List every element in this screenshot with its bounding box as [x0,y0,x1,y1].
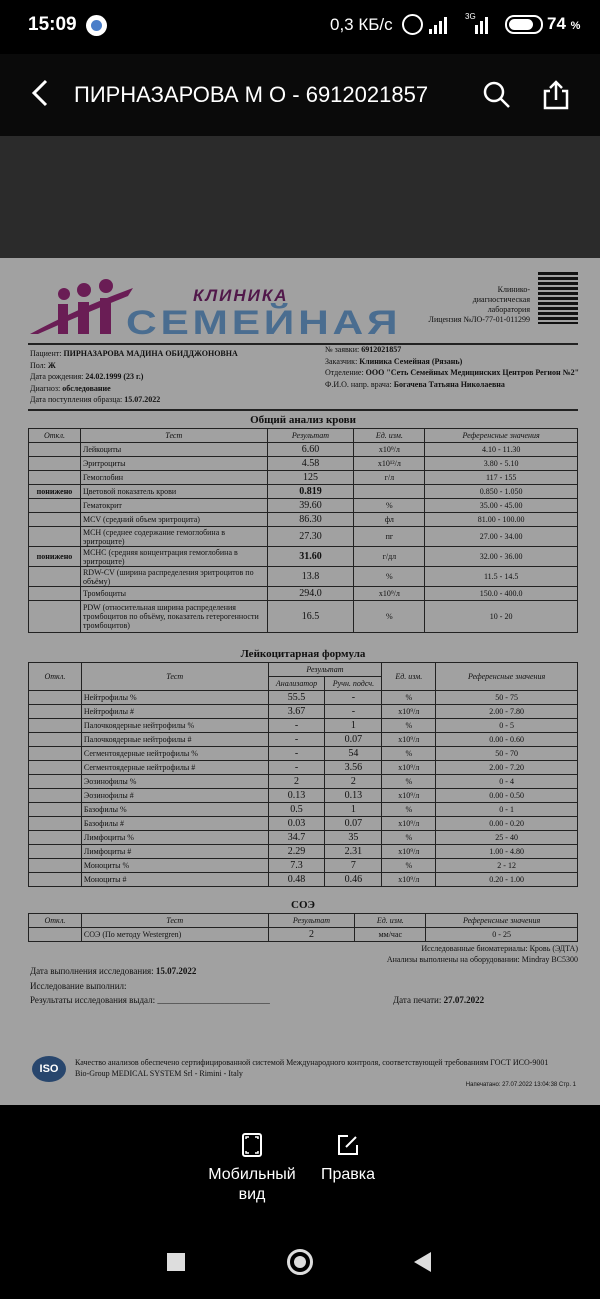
table-row [29,457,578,471]
value-cell: % [354,567,425,587]
test-name-cell: MCHC (средняя концентрация гемоглобина в эритроците) [80,547,267,567]
value-cell: 0.850 - 1.050 [425,485,578,499]
column-header: Ед. изм. [354,429,425,443]
deviation-cell [29,567,81,587]
network-speed: 0,3 КБ/с [330,15,393,34]
value-cell: 55.5 [268,691,325,705]
column-header: Тест [81,914,268,928]
value-cell: пг [354,527,425,547]
column-header: Откл. [29,914,82,928]
table-row [29,499,578,513]
value-cell: 81.00 - 100.00 [425,513,578,527]
table-row [29,691,578,705]
value-cell: 50 - 75 [436,691,578,705]
table-row [29,873,578,887]
deviation-cell [29,817,82,831]
table-row [29,817,578,831]
deviation-cell [29,859,82,873]
value-cell: x10⁹/л [382,705,436,719]
deviation-cell [29,747,82,761]
value-cell: 4.58 [267,457,354,471]
test-name-cell: Тромбоциты [80,587,267,601]
system-nav-bar [0,1225,600,1299]
value-cell: x10⁹/л [354,443,425,457]
battery-icon [505,15,543,34]
column-header: Ед. изм. [355,914,426,928]
value-cell: 1 [325,719,382,733]
value-cell: мм/час [355,928,426,942]
value-cell: % [382,747,436,761]
value-cell: 0.07 [325,733,382,747]
deviation-cell [29,775,82,789]
value-cell: 2.00 - 7.80 [436,705,578,719]
table-row [29,587,578,601]
issued-by: Результаты исследования выдал: _________________________ [30,995,270,1005]
value-cell: 13.8 [267,567,354,587]
signal-2-icon [470,14,494,34]
test-name-cell: Эозинофилы # [81,789,268,803]
test-name-cell: Лейкоциты [80,443,267,457]
section-title-cbc: Общий анализ крови [250,414,356,426]
order-info: № заявки: 6912021857 Заказчик: Клиника Семейная (Рязань) Отделение: ООО "Сеть Семейных Медицинских Центров Регион №2" Ф.И.О. напр. врача: Богачева Татьяна Николаевна [325,345,580,389]
value-cell: 3.56 [325,761,382,775]
esr-table [28,913,578,942]
value-cell: x10⁹/л [382,789,436,803]
patient-info: Пациент: ПИРНАЗАРОВА МАДИНА ОБИДДЖОНОВНА Пол: Ж Дата рождения: 24.02.1999 (23 г.) Диагноз: обследование Дата поступления образца: 15.07.2022 [30,349,238,404]
section-title-leuko: Лейкоцитарная формула [240,648,366,660]
performed-by: Исследование выполнил: [30,981,127,991]
value-cell: 3.67 [268,705,325,719]
section-title-esr: СОЭ [291,899,315,911]
deviation-cell [29,443,81,457]
table-row [29,601,578,633]
value-cell: 0.20 - 1.00 [436,873,578,887]
deviation-cell [29,733,82,747]
alarm-icon [402,14,423,35]
leuko-table: Откл. Тест Результат Ед. изм. Референсные значения Анализатор Ручн. подсч. Нейтрофилы % 55.5 - % 50 - 75 Нейтрофилы # 3.67 - x10⁹/л 2.00 - 7.80 Палочкоядерные нейтрофилы % - 1 % 0 - 5 Палочкоядерные нейтрофилы # - 0.07 x10⁹/л 0.00 - 0.60 Сегментоядерные нейтрофилы % - 54 % 50 - 70 Сегментоядерные нейтрофилы # - 3.56 x10⁹/л 2.00 - 7.20 Эозинофилы % 2 2 % 0 - 4 Эозинофилы # 0.13 0.13 x10⁹/л 0.00 - 0.50 Базофилы % 0.5 1 % 0 - 1 Базофилы # 0.03 0.07 x10⁹/л 0.00 - 0.20 Лимфоциты % 34.7 35 % 25 - 40 Лимфоциты # 2.29 2.31 x10⁹/л 1.00 - 4.80 Моноциты % 7.3 7 % 2 - 12 Моноциты # 0.48 0.46 x10⁹/л 0.20 - 1.00 [28,662,578,887]
table-row [29,527,578,547]
deviation-cell [29,527,81,547]
test-name-cell: Лимфоциты % [81,831,268,845]
search-icon[interactable] [482,80,512,110]
table-row [29,567,578,587]
value-cell: x10⁹/л [382,817,436,831]
value-cell: 0.13 [325,789,382,803]
signal-icon [429,14,453,34]
test-name-cell: Эозинофилы % [81,775,268,789]
value-cell: 16.5 [267,601,354,633]
value-cell: % [354,601,425,633]
deviation-cell [29,587,81,601]
value-cell: 2 [325,775,382,789]
value-cell: 54 [325,747,382,761]
value-cell: 31.60 [267,547,354,567]
value-cell: 32.00 - 36.00 [425,547,578,567]
value-cell: 0.46 [325,873,382,887]
edit-icon [336,1133,360,1157]
value-cell: 150.0 - 400.0 [425,587,578,601]
document-title: ПИРНАЗАРОВА М О - 6912021857 [74,82,429,107]
value-cell: 7.3 [268,859,325,873]
test-name-cell: Эритроциты [80,457,267,471]
column-header: Результат [268,914,355,928]
viewer-background [0,136,600,258]
value-cell: 117 - 155 [425,471,578,485]
test-name-cell: MCH (среднее содержание гемоглобина в эритроците) [80,527,267,547]
value-cell: 3.80 - 5.10 [425,457,578,471]
test-name-cell: Палочкоядерные нейтрофилы # [81,733,268,747]
test-name-cell: Нейтрофилы # [81,705,268,719]
deviation-cell [29,789,82,803]
test-name-cell: Гематокрит [80,499,267,513]
test-name-cell: Базофилы % [81,803,268,817]
table-row [29,761,578,775]
deviation-cell: понижено [29,485,81,499]
clock: 15:09 [28,14,77,35]
back-button[interactable] [414,1252,431,1272]
status-bar [0,0,600,54]
barcode [538,272,578,324]
printed-stamp: Напечатано: 27.07.2022 13:04:38 Стр. 1 [465,1082,576,1088]
value-cell: 39.60 [267,499,354,513]
iso-logo: ISO [32,1056,66,1082]
test-name-cell: Сегментоядерные нейтрофилы # [81,761,268,775]
value-cell: x10⁹/л [382,761,436,775]
value-cell: 2.00 - 7.20 [436,761,578,775]
value-cell: % [382,691,436,705]
deviation-cell [29,761,82,775]
network-type: 3G [465,12,476,21]
value-cell: % [354,499,425,513]
value-cell: 0.03 [268,817,325,831]
edit-button[interactable]: Правка [316,1133,380,1185]
biomaterial-note: Исследованные биоматериалы: Кровь (ЭДТА) [421,944,578,953]
value-cell: x10⁹/л [382,873,436,887]
table-row [29,705,578,719]
value-cell: 0.48 [268,873,325,887]
share-icon[interactable] [541,79,571,111]
table-row [29,775,578,789]
deviation-cell [29,831,82,845]
value-cell: 2 [268,775,325,789]
deviation-cell [29,499,81,513]
table-row [29,485,578,499]
mobile-view-button[interactable]: Мобильный вид [200,1133,304,1205]
column-header: Тест [80,429,267,443]
value-cell: 6.60 [267,443,354,457]
deviation-cell: понижено [29,547,81,567]
value-cell: 7 [325,859,382,873]
column-header: Референсные значения [425,429,578,443]
value-cell: 0.13 [268,789,325,803]
deviation-cell [29,803,82,817]
app-notification-icon [86,15,107,36]
mobile-view-icon [240,1133,264,1157]
value-cell: - [325,705,382,719]
back-icon[interactable] [30,78,50,114]
value-cell: 0.5 [268,803,325,817]
value-cell: 34.7 [268,831,325,845]
value-cell: - [325,691,382,705]
value-cell: 125 [267,471,354,485]
value-cell: - [268,733,325,747]
table-row [29,831,578,845]
value-cell: 1 [325,803,382,817]
test-name-cell: RDW-CV (ширина распределения эритроцитов по объёму) [80,567,267,587]
app-bar [0,54,600,136]
battery-level: 74 % [547,14,581,33]
deviation-cell [29,928,82,942]
value-cell: % [382,803,436,817]
value-cell: 0 - 1 [436,803,578,817]
column-header: Результат [267,429,354,443]
table-row [29,443,578,457]
value-cell: x10⁹/л [354,587,425,601]
clinic-logo: КЛИНИКА СЕМЕЙНАЯ [28,278,388,342]
test-name-cell: Лимфоциты # [81,845,268,859]
value-cell: 1.00 - 4.80 [436,845,578,859]
home-button[interactable] [287,1249,313,1275]
value-cell: 2.31 [325,845,382,859]
value-cell: 0 - 25 [426,928,578,942]
value-cell: 4.10 - 11.30 [425,443,578,457]
table-row [29,719,578,733]
value-cell [354,485,425,499]
table-row [29,733,578,747]
table-row [29,547,578,567]
value-cell: 2 - 12 [436,859,578,873]
table-row [29,471,578,485]
test-name-cell: PDW (относительная ширина распределения тромбоцитов по объёму, показатель гетерогенности тромбоцитов) [80,601,267,633]
value-cell: 0.00 - 0.20 [436,817,578,831]
deviation-cell [29,845,82,859]
value-cell: 0 - 4 [436,775,578,789]
value-cell: - [268,747,325,761]
value-cell: x10¹²/л [354,457,425,471]
quality-note: Качество анализов обеспечено сертифицированной системой Международного контроля, соответствующей требованиям ГОСТ ИСО-9001 Bio-Group MEDICAL SYSTEM Srl - Rimini - Italy [75,1058,549,1078]
test-name-cell: Нейтрофилы % [81,691,268,705]
value-cell: 0 - 5 [436,719,578,733]
deviation-cell [29,719,82,733]
value-cell: 35.00 - 45.00 [425,499,578,513]
table-row [29,928,578,942]
test-name-cell: Моноциты % [81,859,268,873]
value-cell: 35 [325,831,382,845]
value-cell: 0.07 [325,817,382,831]
recent-apps-button[interactable] [167,1253,185,1271]
value-cell: % [382,859,436,873]
bottom-actions [0,1105,600,1225]
test-name-cell: Цветовой показатель крови [80,485,267,499]
value-cell: 294.0 [267,587,354,601]
value-cell: - [268,761,325,775]
deviation-cell [29,601,81,633]
table-row [29,789,578,803]
test-name-cell: Гемоглобин [80,471,267,485]
value-cell: фл [354,513,425,527]
deviation-cell [29,471,81,485]
test-name-cell: MCV (средний объем эритроцита) [80,513,267,527]
execution-date: Дата выполнения исследования: 15.07.2022 [30,966,197,976]
value-cell: 0.00 - 0.50 [436,789,578,803]
value-cell: % [382,719,436,733]
divider [28,409,578,411]
value-cell: г/дл [354,547,425,567]
deviation-cell [29,705,82,719]
print-date: Дата печати: 27.07.2022 [393,995,485,1005]
value-cell: 11.5 - 14.5 [425,567,578,587]
value-cell: 50 - 70 [436,747,578,761]
deviation-cell [29,691,82,705]
value-cell: % [382,831,436,845]
column-header: Референсные значения [426,914,578,928]
table-row [29,845,578,859]
table-row [29,513,578,527]
lab-info: Клинико- диагностическая лаборатория Лицензия №ЛО-77-01-011299 [428,285,530,324]
value-cell: 0.819 [267,485,354,499]
value-cell: x10⁹/л [382,733,436,747]
deviation-cell [29,873,82,887]
test-name-cell: Сегментоядерные нейтрофилы % [81,747,268,761]
table-row [29,747,578,761]
column-header: Откл. [29,429,81,443]
table-row [29,859,578,873]
test-name-cell: СОЭ (По методу Westergren) [81,928,268,942]
deviation-cell [29,513,81,527]
value-cell: 25 - 40 [436,831,578,845]
table-row [29,803,578,817]
value-cell: 2 [268,928,355,942]
cbc-table [28,428,578,633]
document-page [0,258,600,1105]
value-cell: % [382,775,436,789]
value-cell: 86.30 [267,513,354,527]
value-cell: 0.00 - 0.60 [436,733,578,747]
value-cell: 27.00 - 34.00 [425,527,578,547]
value-cell: - [268,719,325,733]
test-name-cell: Базофилы # [81,817,268,831]
value-cell: 10 - 20 [425,601,578,633]
deviation-cell [29,457,81,471]
value-cell: г/л [354,471,425,485]
test-name-cell: Моноциты # [81,873,268,887]
test-name-cell: Палочкоядерные нейтрофилы % [81,719,268,733]
value-cell: x10⁹/л [382,845,436,859]
value-cell: 2.29 [268,845,325,859]
equipment-note: Анализы выполнены на оборудовании: Mindray BC5300 [386,955,578,964]
value-cell: 27.30 [267,527,354,547]
